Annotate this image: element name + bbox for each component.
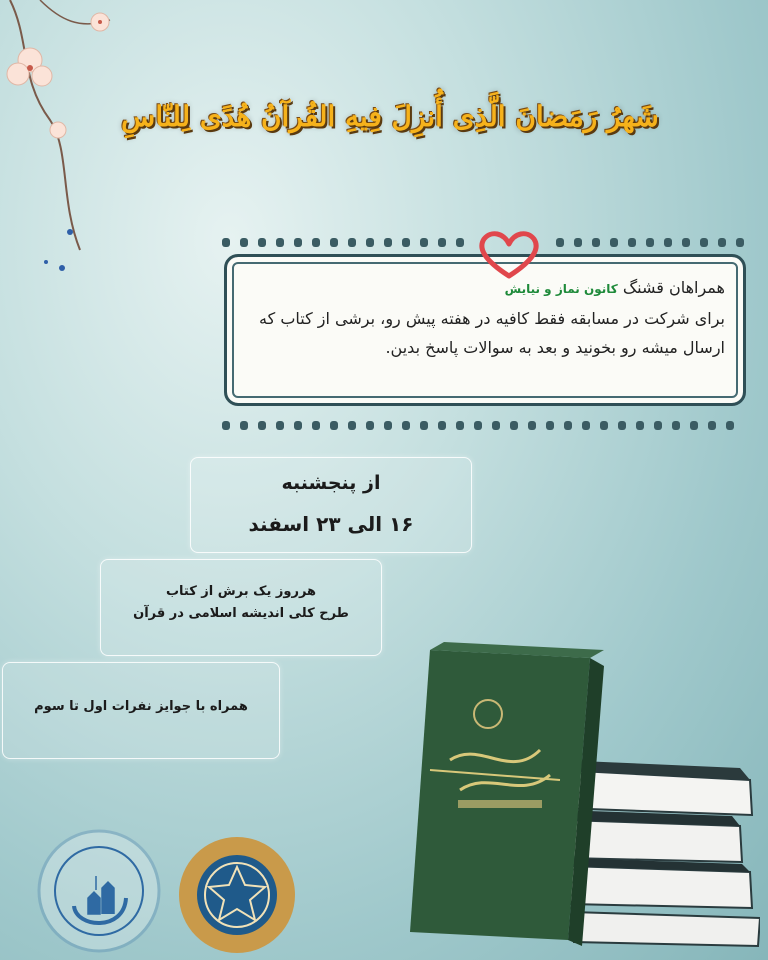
notice-greeting: همراهان قشنگ bbox=[622, 278, 725, 297]
daily-excerpt-label: هرروز یک برش از کتاب bbox=[165, 584, 317, 599]
club-name-label: کانون نماز و نیایش bbox=[504, 282, 618, 296]
date-range-box bbox=[190, 457, 472, 553]
cherry-blossom-branch bbox=[0, 0, 140, 290]
date-range-label: ۱۶ الی ۲۳ اسفند bbox=[248, 512, 414, 536]
book-stack-illustration bbox=[390, 640, 760, 950]
prizes-box bbox=[2, 662, 280, 759]
dotted-border-bottom bbox=[212, 418, 760, 434]
prizes-label: همراه با جوایز نفرات اول تا سوم bbox=[34, 699, 248, 714]
notice-body: برای شرکت در مسابقه فقط کافیه در هفته پیش رو، برشی از کتاب که ارسال میشه رو بخونید و بعد به سوالات پاسخ بدین. bbox=[259, 309, 725, 357]
start-day-label: از پنجشنبه bbox=[281, 472, 381, 494]
university-emblem-blue bbox=[36, 828, 162, 954]
notice-card-frame bbox=[212, 232, 760, 432]
green-book-cover bbox=[410, 642, 604, 946]
book-title-label: طرح کلی اندیشه اسلامی در قرآن bbox=[133, 606, 349, 621]
heart-icon bbox=[474, 230, 544, 280]
book-info-box bbox=[100, 559, 382, 656]
quran-verse-headline: شَهرُ رَمَضانَ الَّذِی أُنزِلَ فِیهِ القُرآنُ هُدًی لِلنّاسِ bbox=[121, 100, 659, 133]
university-emblem-gold bbox=[176, 834, 298, 956]
